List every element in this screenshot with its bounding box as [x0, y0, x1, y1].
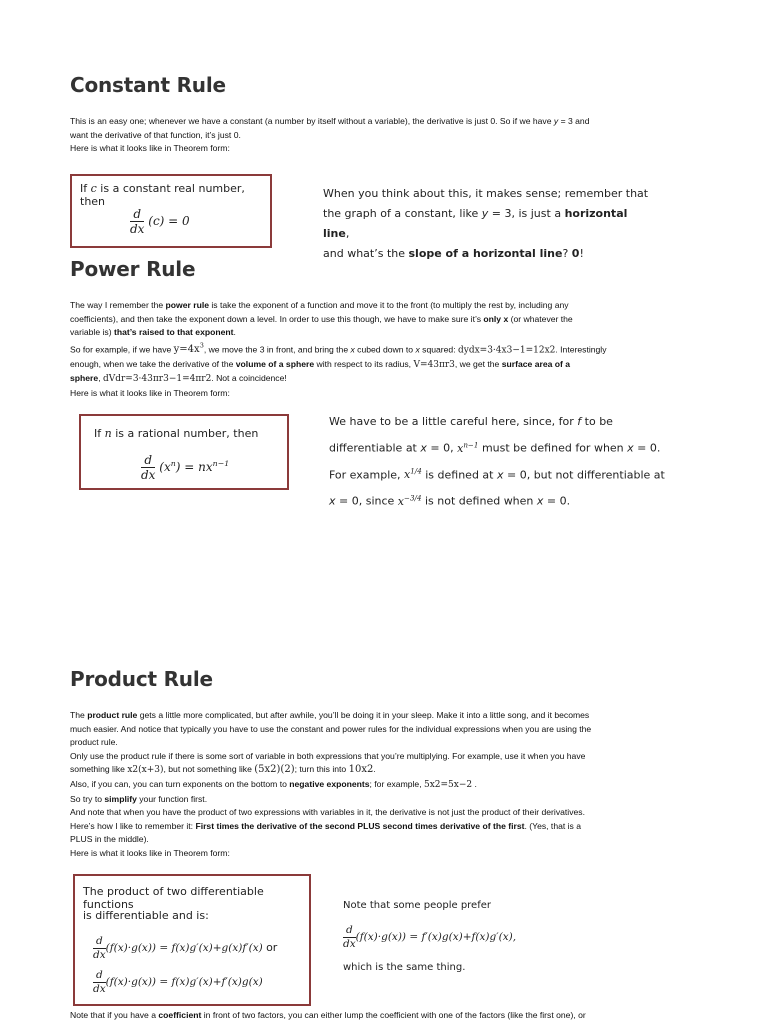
- text: that’s raised to that exponent: [113, 327, 234, 338]
- equation: V=43πr3: [413, 359, 455, 370]
- equation: $x^{1/4}$: [404, 466, 422, 482]
- text: x: [627, 441, 634, 455]
- text: = 3 and: [558, 116, 590, 126]
- text: .: [472, 778, 477, 789]
- text: f: [577, 415, 582, 428]
- text: Only use the product rule if there is some sort of variable in both expressions that you’re multiplying. For example, use it when you have: [70, 750, 586, 761]
- text: Here’s how I like to remember it:: [70, 820, 196, 831]
- text: enough, when we take the derivative of the: [70, 358, 236, 369]
- text: For example,: [329, 468, 405, 482]
- power-rule-theorem-box: [79, 414, 289, 490]
- derivative-operator: $\frac{d}{dx}$: [343, 924, 356, 950]
- equation: $x^{-3/4}$: [397, 493, 422, 508]
- text: = 0,: [426, 441, 458, 455]
- text: , we move the 3 in front, and bring the: [203, 344, 351, 355]
- text: only x: [483, 313, 509, 324]
- text: ,: [345, 227, 350, 240]
- equation: $y=4x^3$: [173, 341, 204, 356]
- text: This is an easy one; whenever we have a constant (a number by itself without a variable), the derivative is just 0. So if we have: [70, 116, 554, 126]
- text: is not defined when: [421, 494, 537, 508]
- product-side-note-2: which is the same thing.: [343, 962, 466, 973]
- product-side-note-1: Note that some people prefer: [343, 900, 491, 911]
- text: = 0, but not differentiable at: [503, 468, 665, 482]
- text: y: [481, 207, 489, 220]
- text: x: [420, 441, 427, 455]
- text: gets a little more complicated, but after awhile, you’ll be doing it in your sleep. Make it into a little song, and it becomes: [137, 710, 590, 720]
- equation: 10x2: [348, 764, 374, 776]
- product-rule-footer-text: [70, 1009, 720, 1023]
- formula-text: (c) = 0: [148, 214, 190, 228]
- text: First times the derivative of the second PLUS second times derivative of the first: [195, 820, 525, 831]
- text: !: [579, 247, 584, 260]
- text: product rule.: [70, 737, 118, 748]
- text: is a constant real number, then: [80, 182, 245, 208]
- text: is take the exponent of a function and move it to the front (to multiply the rest by, including any: [209, 300, 569, 310]
- section-heading-constant-rule: Constant Rule: [70, 73, 226, 97]
- text: sphere: [70, 373, 99, 384]
- text: = 0, since: [335, 494, 398, 508]
- text: variable is): [70, 327, 114, 338]
- text: (or whatever the: [508, 313, 573, 324]
- text: Here is what it looks like in Theorem form:: [70, 847, 230, 858]
- text: .: [373, 764, 376, 775]
- section-heading-power-rule: Power Rule: [70, 257, 196, 281]
- text: = 3, is just a: [488, 207, 565, 220]
- text: .: [233, 327, 236, 338]
- derivative-operator: $\frac{d}{dx}$: [93, 935, 106, 961]
- text: is a rational number, then: [111, 427, 259, 440]
- text: coefficient: [158, 1010, 202, 1020]
- theorem-formula: $\frac{d}{dx}$ $(x^n) = nx^{n-1}$: [141, 453, 230, 482]
- section-heading-product-rule: Product Rule: [70, 667, 213, 691]
- text: c: [90, 182, 97, 195]
- text: . Not a coincidence!: [211, 373, 287, 384]
- text: PLUS in the middle).: [70, 834, 149, 845]
- text: and what’s the: [323, 247, 409, 260]
- or-text: or: [266, 941, 278, 954]
- text: So try to: [70, 793, 105, 804]
- equation: x2(x+3): [127, 765, 164, 776]
- equation: (5x2)(2): [254, 764, 295, 776]
- text: x: [350, 344, 355, 355]
- text: the graph of a constant, like: [323, 207, 482, 220]
- text: much easier. And notice that typically you have to use the constant and power rules for the individual expressions when you are using the: [70, 723, 592, 734]
- text: must be defined for when: [478, 441, 628, 455]
- theorem-statement: [94, 427, 258, 440]
- constant-rule-side-note: [323, 184, 653, 264]
- text: . Interestingly: [555, 344, 607, 355]
- product-formula-2: $\frac{d}{dx}$ (f(x)·g(x)) = f(x)g′(x)+f′(x)g(x): [93, 969, 263, 995]
- text: Here is what it looks like in Theorem form:: [70, 143, 230, 154]
- theorem-statement-line2: is differentiable and is:: [83, 909, 209, 922]
- constant-rule-theorem-box: [70, 174, 272, 248]
- text: , we get the: [454, 358, 502, 369]
- text: If: [94, 427, 105, 440]
- text: want the derivative of that function, it’s just 0.: [70, 129, 241, 140]
- constant-rule-paragraph: [70, 115, 710, 156]
- text: slope of a horizontal line: [408, 247, 563, 260]
- text: Here is what it looks like in Theorem form:: [70, 387, 230, 398]
- theorem-statement: [80, 182, 270, 208]
- text: ?: [562, 247, 572, 260]
- text: x: [496, 468, 504, 482]
- text: horizontal line: [323, 207, 628, 240]
- text: in front of two factors, you can either lump the coefficient with one of the factors (like the first one), or: [201, 1010, 586, 1020]
- product-rule-theorem-box: [73, 874, 311, 1006]
- power-rule-side-note: [329, 410, 669, 513]
- text: . (Yes, that is a: [524, 820, 582, 831]
- text: coefficients), and then take the exponent down a level. In order to use this though, we have to make sure it’s: [70, 313, 484, 324]
- text: x: [536, 494, 544, 508]
- text: x: [415, 344, 420, 355]
- text: When you think about this, it makes sense; remember that: [323, 187, 649, 200]
- text: , but not something like: [163, 764, 255, 775]
- text: ,: [98, 373, 103, 384]
- text: your function first.: [136, 793, 208, 804]
- derivative-operator: $\frac{d}{dx}$: [141, 453, 156, 482]
- text: The way I remember the: [70, 300, 166, 310]
- text: We have to be a little careful here, since, for: [329, 415, 578, 428]
- text: x: [329, 494, 336, 508]
- text: Note that if you have a: [70, 1010, 159, 1020]
- equation: dVdr=3·43πr3−1=4πr2: [102, 374, 212, 385]
- text: surface area of a: [501, 358, 571, 369]
- equation: dydx=3·4x3−1=12x2: [457, 345, 556, 356]
- theorem-formula: [130, 208, 190, 235]
- product-side-formula: $\frac{d}{dx}$ (f(x)·g(x)) = f′(x)g(x)+f(x)g′(x),: [343, 924, 517, 950]
- text: ; turn this into: [294, 764, 349, 775]
- text: with respect to its radius,: [314, 358, 414, 369]
- text: simplify: [104, 793, 137, 804]
- equation: 5x2=5x−2: [423, 779, 473, 790]
- theorem-statement-line1: The product of two differentiable functions: [83, 885, 264, 911]
- power-rule-paragraph: [70, 299, 710, 400]
- product-rule-paragraph: [70, 709, 720, 861]
- product-formula-1: $\frac{d}{dx}$ (f(x)·g(x)) = f(x)g′(x)+g(x)f′(x) or: [93, 935, 278, 961]
- text: n: [104, 427, 112, 440]
- derivative-operator: $\frac{d}{dx}$: [130, 207, 145, 236]
- equation: $x^{n-1}$: [457, 440, 479, 455]
- text: = 0.: [543, 494, 571, 508]
- text: product rule: [87, 710, 138, 720]
- text: The: [70, 710, 88, 720]
- text: If: [80, 182, 91, 195]
- text: power rule: [165, 300, 209, 310]
- derivative-operator: $\frac{d}{dx}$: [93, 969, 106, 995]
- text: something like: [70, 764, 128, 775]
- text: squared:: [419, 344, 458, 355]
- text: is defined at: [421, 468, 497, 482]
- text: differentiable at: [329, 441, 421, 455]
- text: So for example, if we have: [70, 344, 174, 355]
- text: 0: [571, 247, 580, 260]
- text: y: [553, 116, 559, 126]
- text: And note that when you have the product of two expressions with variables in it, the derivative is not just the product of their derivatives.: [70, 807, 585, 818]
- text: negative exponents: [289, 778, 370, 789]
- text: cubed down to: [354, 344, 416, 355]
- text: Also, if you can, you can turn exponents on the bottom to: [70, 778, 290, 789]
- text: = 0.: [633, 441, 661, 455]
- text: ; for example,: [369, 778, 424, 789]
- text: volume of a sphere: [235, 358, 315, 369]
- text: to be: [581, 415, 613, 428]
